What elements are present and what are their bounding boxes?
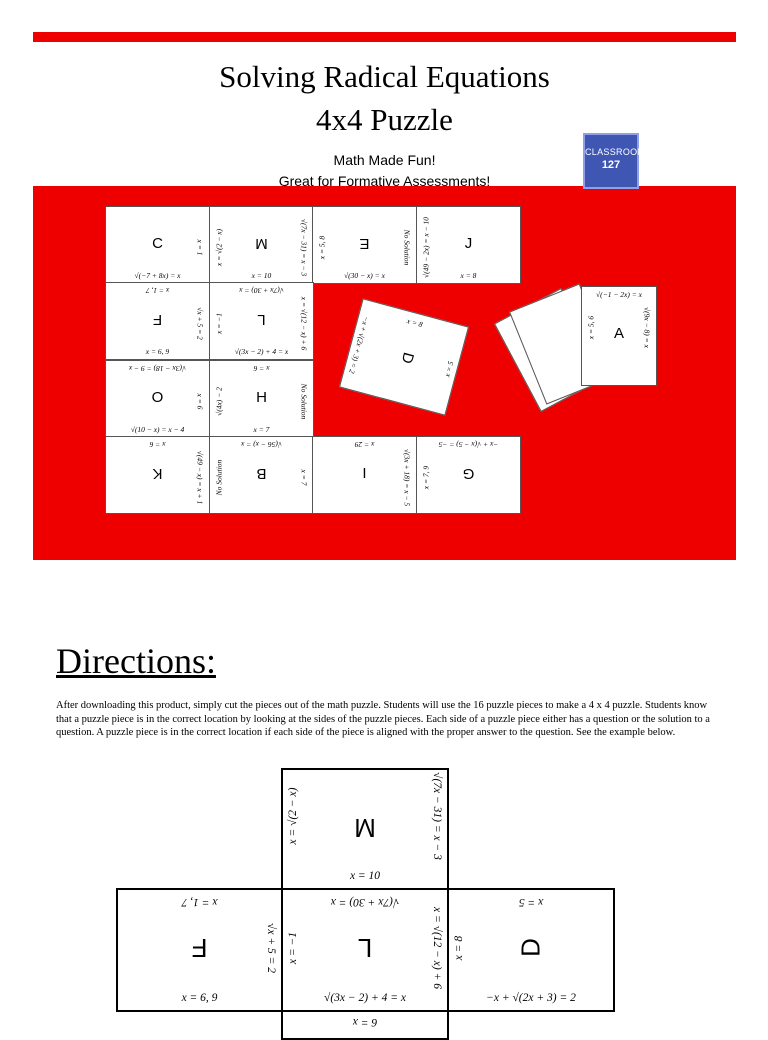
title-line-2: 4x4 Puzzle — [316, 102, 453, 137]
directions-text: After downloading this product, simply cut the pieces out of the math puzzle. Students will use the 16 puzzle pieces to make a 4 x 4 puzzle. Students know that a puzzle piece is in the correct location by looking at the sides of the puzzle pieces. Each side of a puzzle piece either has a question or the solution to a question. A puzzle piece is in the correct location if each side of the piece is aligned with the proper answer to the question. See the example below. — [56, 700, 710, 738]
piece-bottom-text: x = 7 — [253, 425, 270, 434]
piece-bottom-text: −x + √(2x + 3) = 2 — [347, 315, 372, 375]
piece-letter: D — [397, 350, 417, 366]
puzzle-piece-e[interactable] — [312, 206, 417, 284]
puzzle-piece-k[interactable] — [105, 436, 210, 514]
puzzle-piece-c[interactable] — [105, 206, 210, 284]
piece-right-text: x = 6 — [195, 393, 205, 410]
piece-letter: L — [357, 933, 373, 963]
logo-number: 127 — [601, 159, 621, 171]
example-piece-f — [116, 888, 283, 1012]
subtitle-2: Great for Formative Assessments! — [278, 173, 491, 189]
piece-top-text: √(3x − 18) = 9 − x — [128, 364, 187, 373]
piece-left-text: √(4x) − 2 — [214, 387, 224, 416]
piece-bottom-text: √(−7 + 8x) = x — [134, 271, 181, 280]
puzzle-piece-b[interactable] — [209, 436, 314, 514]
piece-left-text: √(49 − 2x) = x − 10 — [421, 217, 431, 278]
piece-letter: F — [152, 311, 163, 328]
piece-left-text: x = √(2 − x) — [214, 228, 224, 267]
piece-right-text: x = 7 — [299, 469, 309, 486]
piece-bottom-text: √(3x − 2) + 4 = x — [234, 347, 289, 356]
logo-text: CLASSROOM — [585, 147, 646, 157]
piece-bottom-text: x = 10 — [251, 271, 272, 280]
piece-bottom-text: x = 10 — [349, 870, 381, 882]
piece-top-text: x = 1, 7 — [181, 896, 218, 908]
subtitle-1: Math Made Fun! — [333, 152, 436, 168]
piece-bottom-text: √(30 − x) = x — [344, 271, 385, 280]
piece-right-text: √(3x + 18) = x − 5 — [402, 448, 412, 507]
piece-right-text: √x + 5 = 2 — [195, 307, 205, 340]
piece-right-text: No Solution — [402, 229, 412, 266]
piece-bottom-text: x = 8 — [460, 271, 477, 280]
example-piece-d — [447, 888, 615, 1012]
piece-letter: G — [462, 465, 475, 482]
piece-right-text: √(9x − 8) = x — [642, 307, 652, 348]
piece-bottom-text: √(3x − 2) + 4 = x — [324, 992, 406, 1004]
piece-letter: B — [256, 465, 267, 482]
piece-right-text: √x + 5 = 2 — [265, 923, 277, 973]
piece-bottom-text: −x + √(2x + 3) = 2 — [486, 992, 576, 1004]
piece-letter: H — [256, 389, 267, 406]
piece-top-text: x = 6 — [253, 364, 270, 373]
piece-right-text: x = 1 — [195, 239, 205, 256]
piece-left-text: No Solution — [214, 459, 224, 496]
piece-left-text: x = 5, 8 — [317, 235, 327, 260]
puzzle-piece-m[interactable] — [209, 206, 314, 284]
piece-left-text: x = 8 — [405, 316, 424, 330]
piece-right-text: √(49 − x) = x + 1 — [195, 450, 205, 505]
piece-right-text: No Solution — [299, 383, 309, 420]
piece-letter: I — [362, 465, 367, 482]
piece-top-text: √(7x + 30) = x — [239, 286, 284, 295]
piece-letter: E — [359, 235, 370, 252]
puzzle-piece-o[interactable] — [105, 360, 210, 438]
puzzle-piece-j[interactable] — [416, 206, 521, 284]
piece-letter: M — [255, 235, 268, 252]
piece-letter: F — [191, 933, 208, 963]
piece-letter: A — [613, 325, 624, 342]
piece-top-text: x = 5 — [442, 360, 456, 378]
loose-piece-d[interactable] — [339, 298, 469, 415]
piece-right-text: x = √(12 − x) + 6 — [431, 907, 443, 989]
example-piece-l — [281, 888, 449, 1012]
puzzle-piece-h[interactable] — [209, 360, 314, 438]
piece-left-text: x = 8 — [453, 935, 465, 961]
piece-top-text: x = 29 — [354, 440, 375, 449]
piece-letter: M — [354, 813, 376, 843]
piece-letter: C — [152, 235, 163, 252]
piece-top-text: √(7x + 30) = x — [330, 896, 400, 908]
piece-left-text: x = −1 — [214, 313, 224, 334]
example-piece-m — [281, 768, 449, 890]
piece-left-text: x = √(2 − x) — [287, 787, 299, 845]
directions-heading: Directions: — [56, 641, 216, 681]
puzzle-piece-g[interactable] — [416, 436, 521, 514]
piece-letter: D — [515, 938, 546, 957]
piece-letter: L — [257, 311, 266, 328]
puzzle-piece-f[interactable] — [105, 282, 210, 360]
piece-letter: J — [464, 235, 473, 252]
piece-top-text: x = 5 — [518, 896, 544, 908]
piece-top-text: 6 = x — [352, 1016, 378, 1028]
piece-right-text: √(7x − 31) = x − 3 — [299, 218, 309, 277]
piece-bottom-text: x = 6, 9 — [181, 992, 218, 1004]
puzzle-piece-l[interactable] — [209, 282, 314, 360]
piece-top-text: −x + √(x − 5) = −5 — [438, 440, 499, 449]
piece-letter: K — [152, 465, 163, 482]
title-line-1: Solving Radical Equations — [219, 59, 550, 94]
puzzle-piece-i[interactable] — [312, 436, 417, 514]
example-piece-below — [281, 1010, 449, 1040]
cover-header — [33, 42, 736, 189]
piece-left-text: x = 7, 9 — [421, 465, 431, 490]
piece-top-text: x = 1, 7 — [145, 286, 170, 295]
loose-piece-a[interactable] — [581, 286, 657, 386]
piece-right-text: x = √(12 − x) + 6 — [299, 296, 309, 351]
piece-left-text: x = 5, 6 — [586, 315, 596, 340]
piece-right-text: √(7x − 31) = x − 3 — [431, 772, 443, 860]
piece-top-text: √(56 − x) = x — [241, 440, 282, 449]
cover-panel — [33, 32, 736, 560]
classroom-logo — [583, 133, 646, 189]
piece-bottom-text: x = 6, 9 — [145, 347, 170, 356]
piece-top-text: √(−1 − 2x) = x — [596, 290, 642, 299]
piece-bottom-text: √(10 − x) = x − 4 — [130, 425, 185, 434]
piece-letter: O — [151, 389, 164, 406]
piece-top-text: x = 6 — [149, 440, 166, 449]
piece-left-text: x = −1 — [287, 931, 299, 965]
